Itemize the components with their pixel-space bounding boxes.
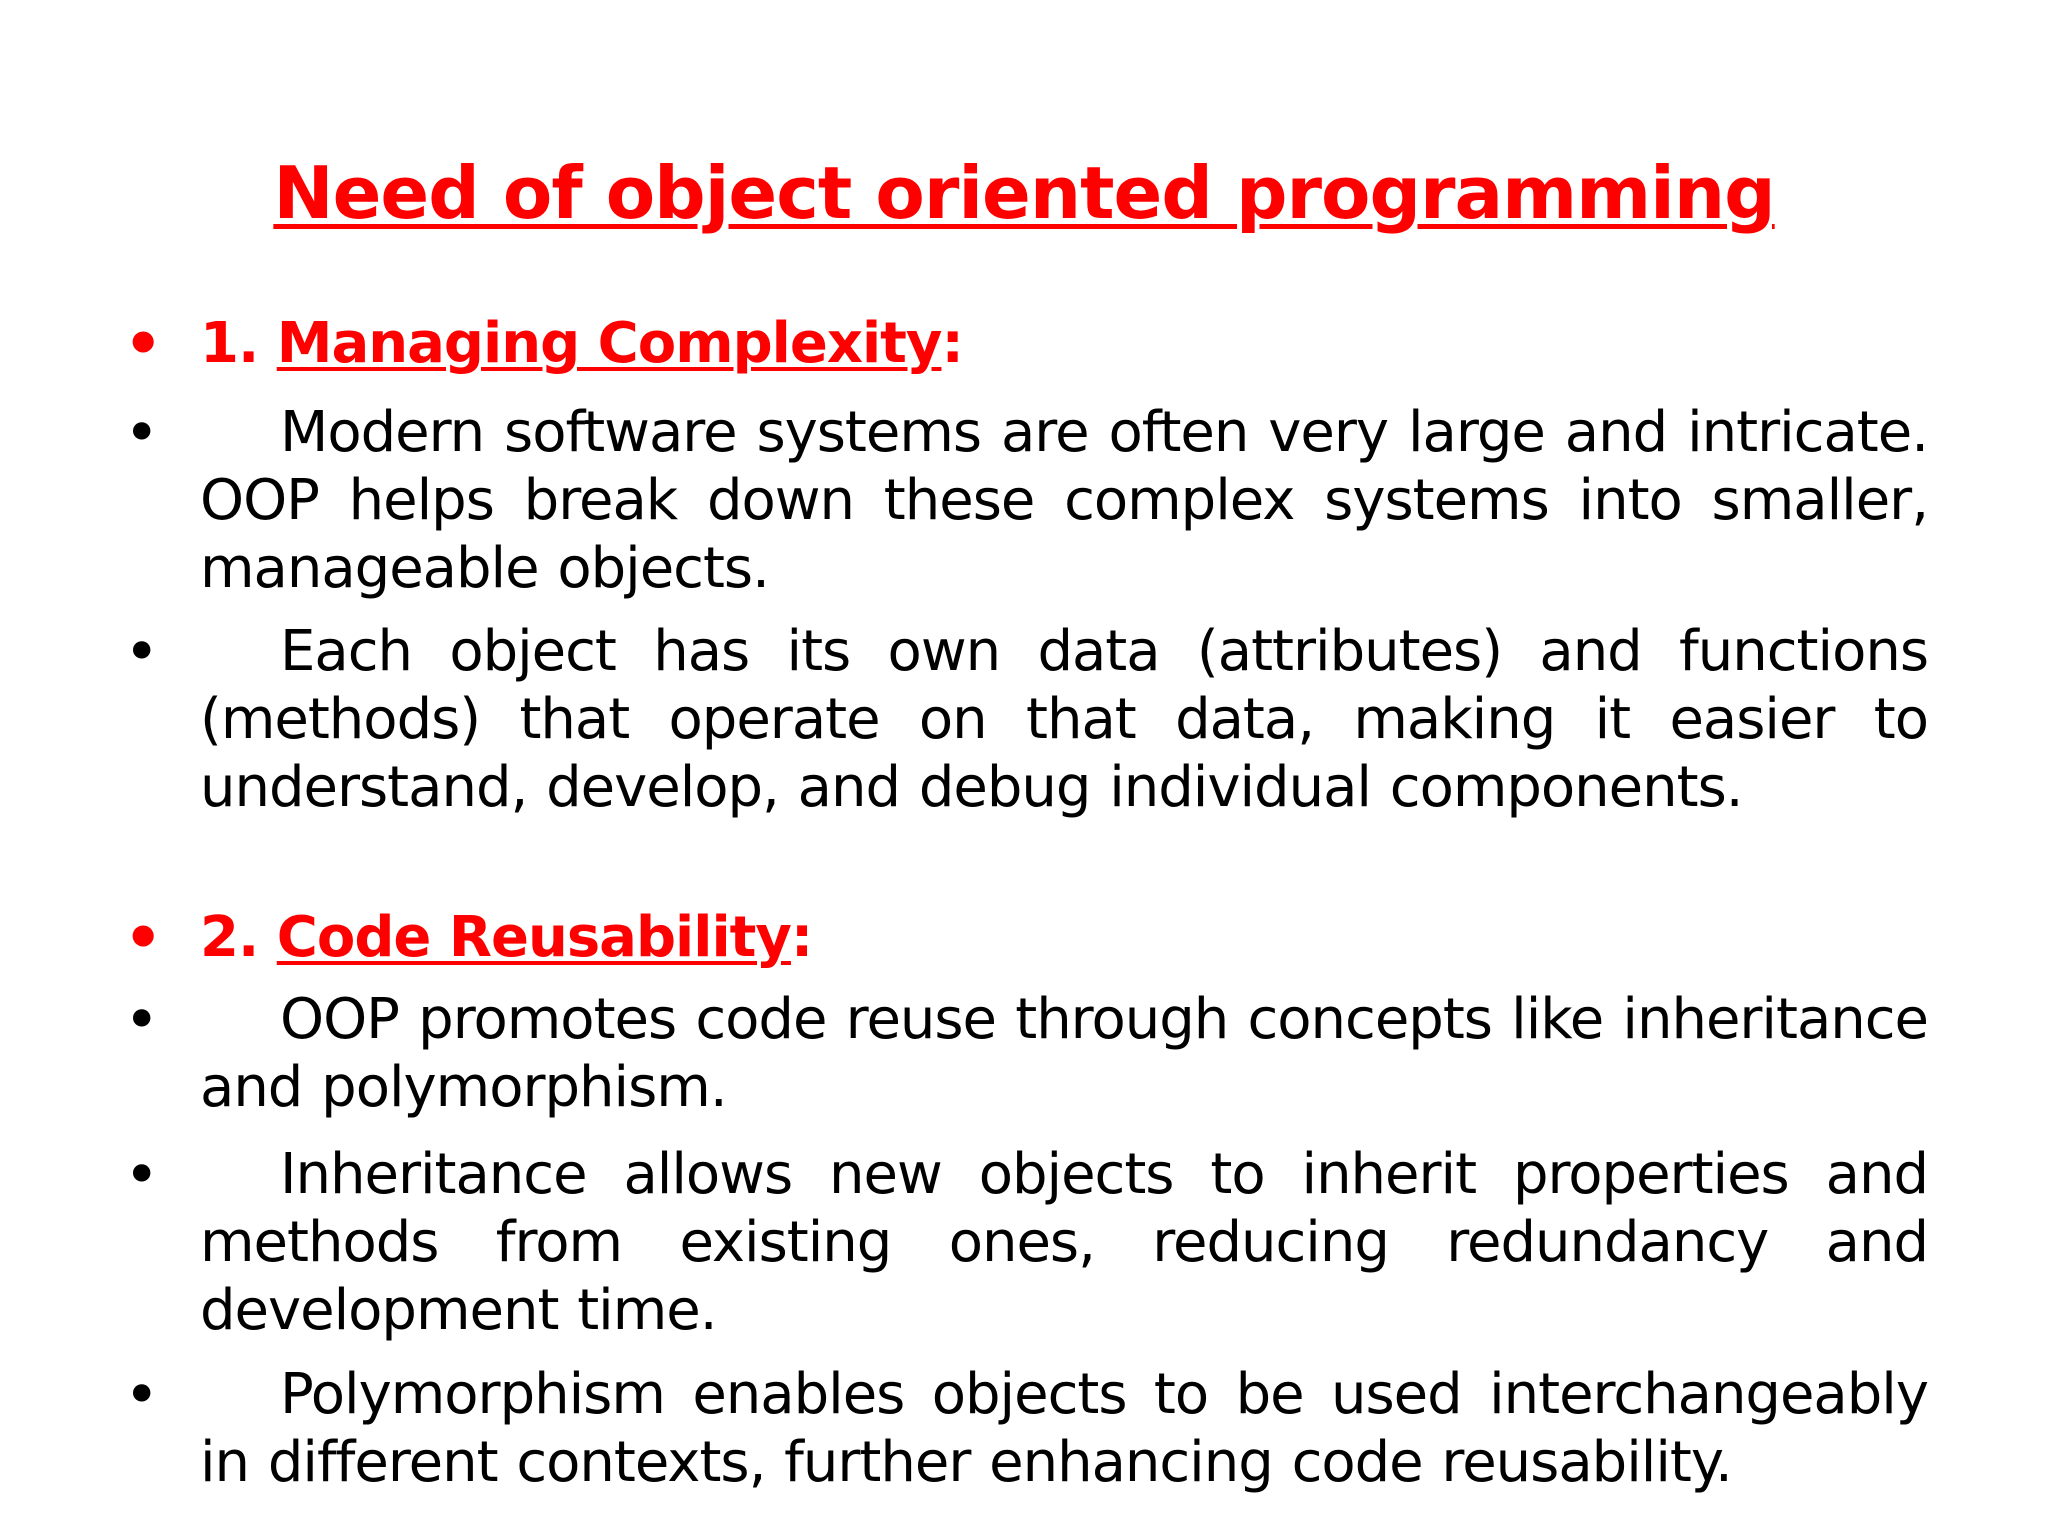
bullet-text: Each object has its own data (attributes) and functions (methods) that operate on that data, making it easier to understand, develop, and debug individual components.: [200, 619, 1928, 820]
section-heading-text: Code Reusability: [276, 905, 791, 970]
bullet-icon: •: [124, 398, 159, 468]
bullet-point: [124, 1140, 1928, 1345]
bullet-icon: •: [124, 309, 162, 379]
section-heading-code-reusability: [124, 903, 1928, 973]
bullet-text: Inheritance allows new objects to inherit properties and methods from existing ones, reducing redundancy and development time.: [200, 1142, 1928, 1343]
bullet-icon: •: [124, 903, 162, 973]
bullet-point: [124, 985, 1928, 1122]
bullet-text: OOP promotes code reuse through concepts like inheritance and polymorphism.: [200, 987, 1928, 1120]
slide-title: Need of object oriented programming: [273, 151, 1775, 235]
bullet-text: Modern software systems are often very large and intricate. OOP helps break down these complex systems into smaller, manageable objects.: [200, 400, 1928, 601]
section-number: 1.: [200, 311, 259, 376]
bullet-point: [124, 617, 1928, 822]
bullet-icon: •: [124, 985, 159, 1055]
section-heading-text: Managing Complexity: [276, 311, 942, 376]
section-heading-managing-complexity: [124, 309, 1928, 379]
bullet-text: Polymorphism enables objects to be used interchangeably in different contexts, further enhancing code reusability.: [200, 1362, 1928, 1495]
section-heading-colon: :: [790, 905, 813, 970]
bullet-icon: •: [124, 1140, 159, 1210]
bullet-icon: •: [124, 617, 159, 687]
bullet-icon: •: [124, 1360, 159, 1430]
section-heading-colon: :: [941, 311, 963, 376]
section-number: 2.: [200, 905, 259, 970]
bullet-point: [124, 1360, 1928, 1497]
bullet-point: [124, 398, 1928, 603]
